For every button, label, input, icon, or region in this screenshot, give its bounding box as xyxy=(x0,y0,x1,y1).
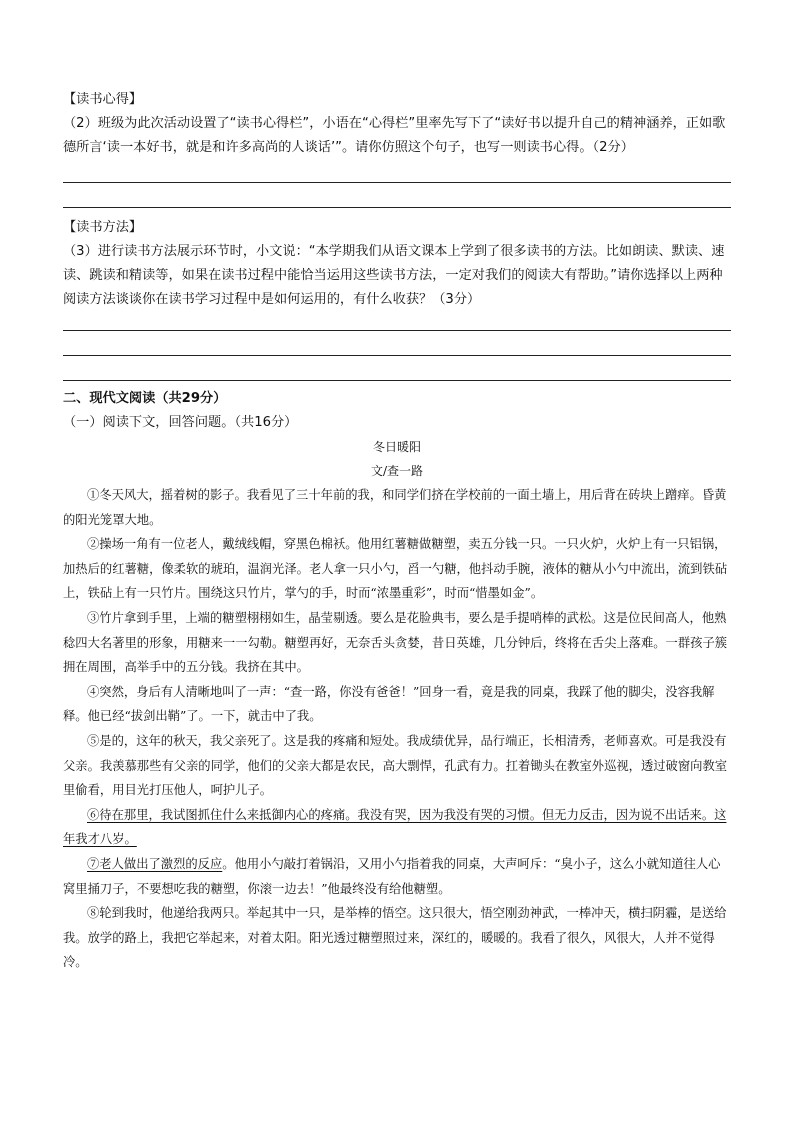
article-author: 文/查一路 xyxy=(370,464,424,478)
article-paragraph-2: ②操场一角有一位老人，戴绒线帽，穿黑色棉袄。他用红薯糖做糖塑，卖五分钱一只。一只火炉，火炉上有一只铝锅，加热后的红薯糖，像柔软的琥珀，温润光泽。老人拿一只小勺，舀一勺糖，他抖动手腕，液体的糖从小勺中流出，流到铁砧上，铁砧上有一只竹片。围绕这只竹片，掌勺的手，时而“浓墨重彩”，时而“惜墨如金”。 xyxy=(63,537,728,601)
page-content xyxy=(63,88,731,975)
article-paragraph-8: ⑧轮到我时，他递给我两只。举起其中一只，是举棒的悟空。这只很大，悟空刚劲神武，一棒冲天，横扫阴霾，是送给我。放学的路上，我把它举起来，对着太阳。阳光透过糖塑照过来，深红的，暖暖的。我看了很久，风很大，人并不觉得冷。 xyxy=(63,906,727,970)
article-paragraph-3: ③竹片拿到手里，上端的糖塑栩栩如生，晶莹剔透。要么是花脸典韦，要么是手提哨棒的武松。这是位民间高人，他熟稔四大名著里的形象，用糖来一一勾勒。糖塑再好，无奈舌头贪婪，昔日英雄，几分钟后，终将在舌尖上落难。一群孩子簇拥在周围，高举手中的五分钱。我挤在其中。 xyxy=(63,610,728,675)
reading-method-question: （3）进行读书方法展示环节时，小文说：“本学期我们从语文课本上学到了很多读书的方法。比如朗读、默读、速读、跳读和精读等，如果在读书过程中能恰当运用这些读书方法，一定对我们的阅读大有帮助。”请你选择以上两种阅读方法谈谈你在读书学习过程中是如何运用的，有什么收获？（3分） xyxy=(63,244,725,307)
article-paragraph-7 xyxy=(63,852,731,901)
part-two-subtitle: （一）阅读下文，回答问题。（共16分） xyxy=(63,415,298,430)
reading-notes-label: 【读书心得】 xyxy=(63,92,143,107)
article-paragraph-6: ⑥待在那里，我试图抓住什么来抵御内心的疼痛。我没有哭，因为我没有哭的习惯。但无力反击，因为说不出话来。这年我才八岁。 xyxy=(63,807,727,847)
p7-underlined-text: ⑦老人做出了激烈的反应 xyxy=(87,856,223,871)
p7-rest-text: 。他用小勺敲打着锅沿，又用小勺指着我的同桌，大声呵斥：“臭小子，这么小就知道往人心窝里捅刀子，不要想吃我的糖塑，你滚一边去！”他最终没有给他糖塑。 xyxy=(63,856,721,896)
article-paragraph-1: ①冬天风大，摇着树的影子。我看见了三十年前的我，和同学们挤在学校前的一面土墙上，用后背在砖块上蹭痒。昏黄的阳光笼罩大地。 xyxy=(63,488,727,527)
reading-notes-question: （2）班级为此次活动设置了“读书心得栏”，小语在“心得栏”里率先写下了“读好书以提升自己的精神涵养，正如歌德所言‘读一本好书，就是和许多高尚的人谈话’”。请你仿照这个句子，也写一则读书心得。（2分） xyxy=(63,116,726,155)
part-two-title: 二、现代文阅读（共29分） xyxy=(63,391,227,406)
article-paragraph-4: ④突然，身后有人清晰地叫了一声：“查一路，你没有爸爸！”回身一看，竟是我的同桌，我踩了他的脚尖，没容我解释。他已经“拔剑出鞘”了。一下，就击中了我。 xyxy=(63,684,715,724)
article-title: 冬日暖阳 xyxy=(372,440,421,454)
article-paragraph-5: ⑤是的，这年的秋天，我父亲死了。这是我的疼痛和短处。我成绩优异，品行端正，长相清秀，老师喜欢。可是我没有父亲。我羡慕那些有父亲的同学，他们的父亲大都是农民，高大剽悍，孔武有力。扛着锄头在教室外巡视，透过破窗向教室里偷看，用目光打压他人，呵护儿子。 xyxy=(63,733,728,798)
reading-method-label: 【读书方法】 xyxy=(63,220,143,235)
